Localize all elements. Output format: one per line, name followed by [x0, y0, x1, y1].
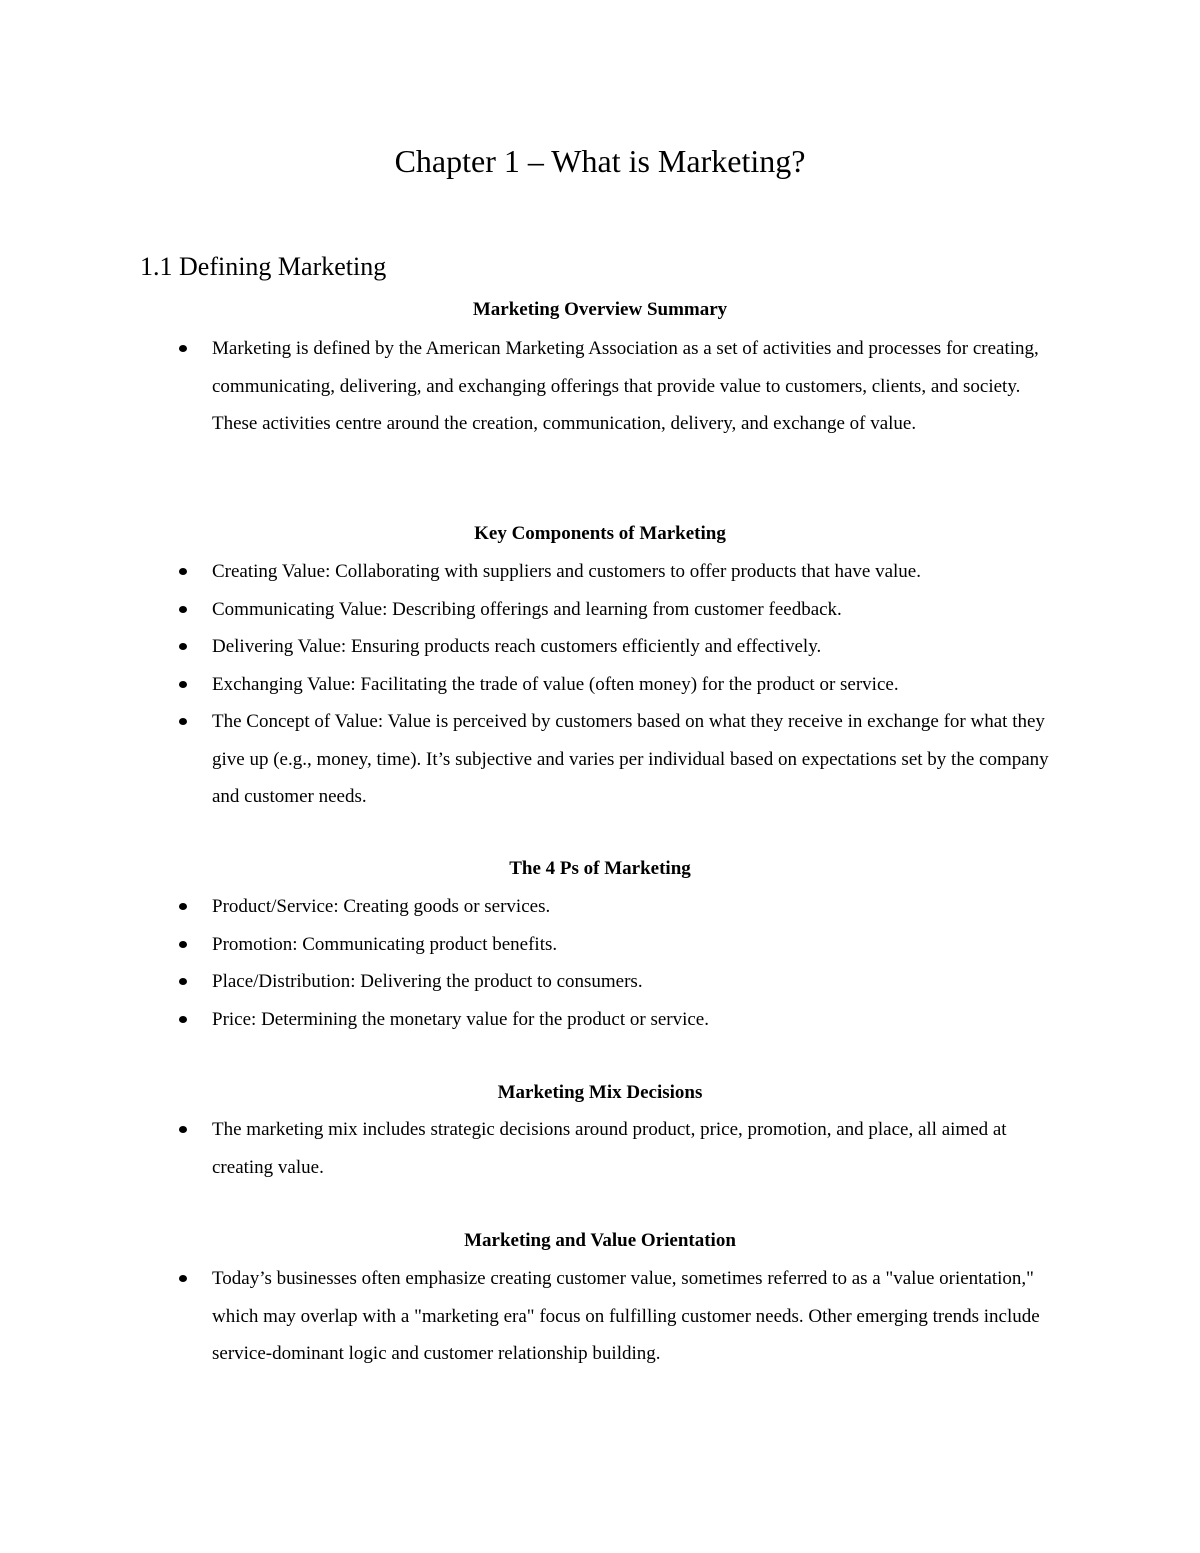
bullet-icon: [179, 1126, 187, 1133]
list-4ps: [174, 888, 1064, 1038]
bullet-icon: [179, 978, 187, 985]
list-item-text: Marketing is defined by the American Marketing Association as a set of activities and processes for creating, communicating, delivering, and exchanging offerings that provide value to customers, clients, and society. These activities centre around the creation, communication, delivery, and exchange of value.: [212, 338, 1039, 434]
list-item: [174, 1260, 1064, 1373]
list-key-components: [174, 553, 1064, 816]
bullet-icon: [179, 681, 187, 688]
list-overview: [174, 330, 1064, 443]
list-item-text: Place/Distribution: Delivering the product to consumers.: [212, 971, 643, 992]
subheading-value-orientation: Marketing and Value Orientation: [464, 1230, 736, 1251]
list-item-text: Promotion: Communicating product benefits.: [212, 933, 558, 955]
list-item: [174, 1111, 1064, 1186]
list-item-text: Product/Service: Creating goods or services.: [212, 896, 551, 917]
subheading-overview: Marketing Overview Summary: [472, 299, 728, 320]
list-item-text: The marketing mix includes strategic decisions around product, price, promotion, and place, all aimed at creating value.: [212, 1119, 1007, 1178]
list-item-text: Price: Determining the monetary value for the product or service.: [212, 1008, 709, 1030]
list-item: [174, 553, 1064, 591]
subheading-key-components: Key Components of Marketing: [474, 523, 726, 544]
chapter-title: Chapter 1 – What is Marketing?: [394, 143, 806, 179]
bullet-icon: [179, 941, 187, 948]
list-item-text: Communicating Value: Describing offerings and learning from customer feedback.: [212, 598, 842, 620]
list-item-text: Delivering Value: Ensuring products reach customers efficiently and effectively.: [212, 636, 822, 657]
section-heading: 1.1 Defining Marketing: [140, 252, 387, 281]
list-item-text: Creating Value: Collaborating with suppliers and customers to offer products that have value.: [212, 561, 921, 582]
bullet-icon: [179, 1275, 187, 1282]
list-item: [174, 666, 1064, 704]
list-item: [174, 963, 1064, 1001]
bullet-icon: [179, 606, 187, 613]
list-item: [174, 1001, 1064, 1039]
subheading-4ps: The 4 Ps of Marketing: [509, 858, 691, 879]
list-marketing-mix: [174, 1111, 1064, 1186]
bullet-icon: [179, 1016, 187, 1023]
list-item: [174, 926, 1064, 964]
subheading-marketing-mix: Marketing Mix Decisions: [497, 1082, 703, 1103]
list-item: [174, 591, 1064, 629]
list-item-text: Exchanging Value: Facilitating the trade of value (often money) for the product or service.: [212, 673, 899, 695]
list-item-text: The Concept of Value: Value is perceived by customers based on what they receive in exchange for what they give up (e.g., money, time). It’s subjective and varies per individual based on expectations set by the company and customer needs.: [212, 711, 1049, 807]
list-value-orientation: [174, 1260, 1064, 1373]
list-item: [174, 330, 1064, 443]
list-item-text: Today’s businesses often emphasize creating customer value, sometimes referred to as a "value orientation," which may overlap with a "marketing era" focus on fulfilling customer needs. Other emerging trends include service-dominant logic and customer relationship building.: [212, 1268, 1040, 1364]
bullet-icon: [179, 718, 187, 725]
bullet-icon: [179, 903, 187, 910]
list-item: [174, 888, 1064, 926]
list-item: [174, 703, 1064, 816]
bullet-icon: [179, 568, 187, 575]
bullet-icon: [179, 643, 187, 650]
list-item: [174, 628, 1064, 666]
bullet-icon: [179, 345, 187, 352]
